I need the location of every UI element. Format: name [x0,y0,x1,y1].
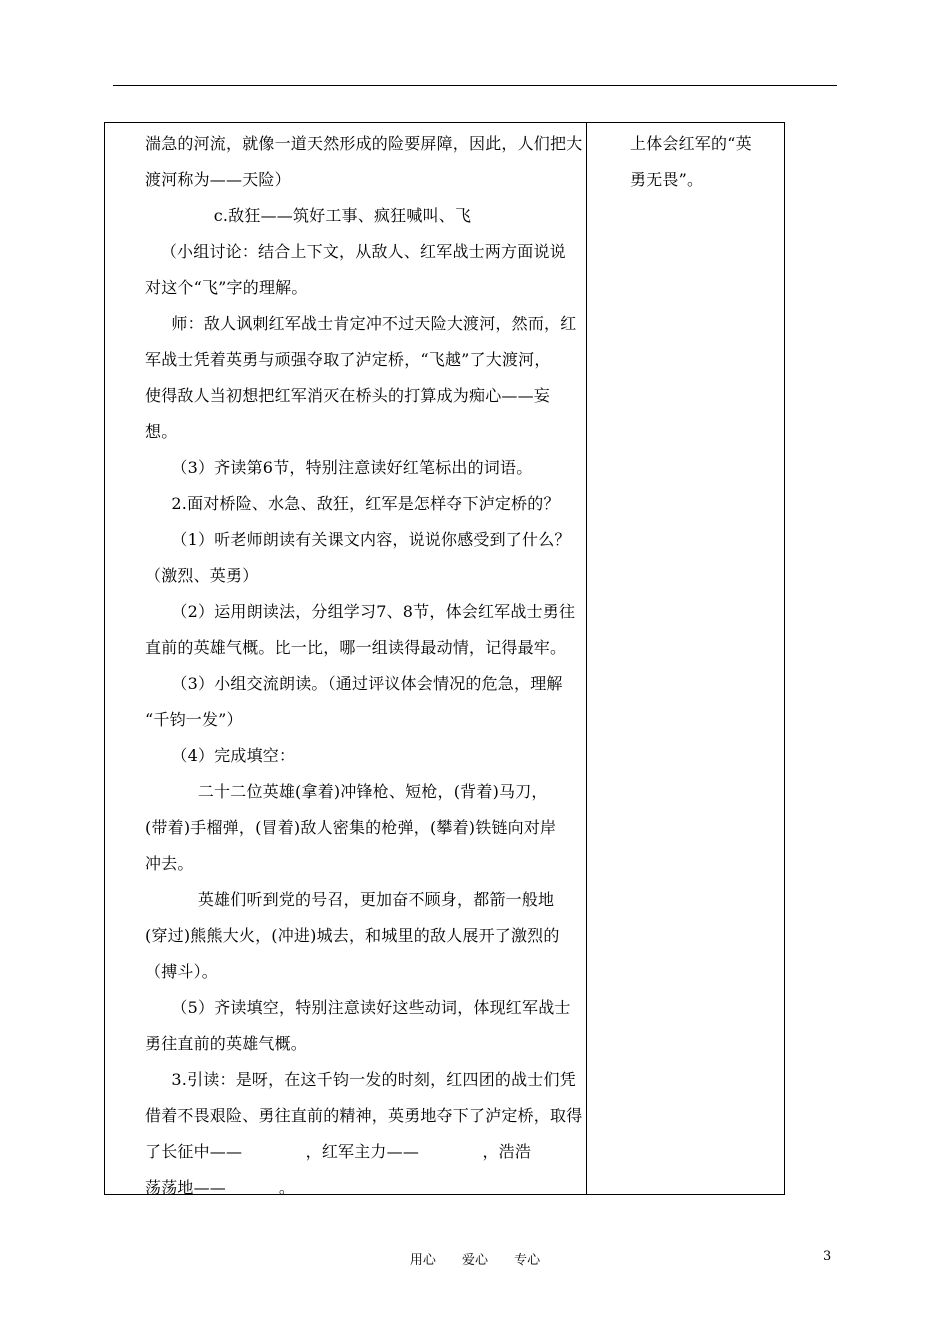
text-line: (穿过)熊熊大火，(冲进)城去，和城里的敌人展开了激烈的 [145,926,560,945]
text-line: 英雄们听到党的号召，更加奋不顾身，都箭一般地 [145,890,555,909]
design-intent-cell [630,126,778,198]
side-text-line: 勇无畏”。 [630,170,704,189]
teaching-process-cell [145,126,583,1206]
page-footer [0,1249,950,1268]
table-column-divider [586,122,587,1195]
text-line: 使得敌人当初想把红军消灭在桥头的打算成为痴心——妄 [145,386,551,405]
text-line: （搏斗）。 [145,962,219,981]
header-rule [113,85,837,86]
text-line: 勇往直前的英雄气概。 [145,1034,308,1053]
text-line: 军战士凭着英勇与顽强夺取了泸定桥，“飞越”了大渡河， [145,350,551,369]
text-line: （1）听老师朗读有关课文内容，说说你感受到了什么？ [145,530,571,549]
text-line: 湍急的河流，就像一道天然形成的险要屏障，因此，人们把大 [145,134,583,153]
text-line: （4）完成填空： [145,746,296,765]
text-line: （激烈、英勇） [145,566,259,585]
text-line: 想。 [145,422,178,441]
text-line: 借着不畏艰险、勇往直前的精神，英勇地夺下了泸定桥，取得 [145,1106,583,1125]
footer-word: 用心 [409,1253,436,1268]
footer-word: 专心 [514,1253,541,1268]
text-line: 冲去。 [145,854,194,873]
text-line: 了长征中—— ，红军主力—— ，浩浩 [145,1142,532,1161]
text-line: c.敌狂——筑好工事、疯狂喊叫、飞 [145,206,472,225]
text-line: （3）齐读第6节，特别注意读好红笔标出的词语。 [145,458,533,477]
text-line: 荡荡地—— 。 [145,1178,296,1197]
text-line: 3.引读：是呀，在这千钧一发的时刻，红四团的战士们凭 [145,1070,576,1089]
text-line: 二十二位英雄(拿着)冲锋枪、短枪，(背着)马刀， [145,782,548,801]
footer-word: 爱心 [461,1253,488,1268]
text-line: （5）齐读填空，特别注意读好这些动词，体现红军战士 [145,998,571,1017]
text-line: 2.面对桥险、水急、敌狂，红军是怎样夺下泸定桥的？ [145,494,560,513]
text-line: 渡河称为——天险） [145,170,291,189]
text-line: 对这个“飞”字的理解。 [145,278,308,297]
text-line: （2）运用朗读法，分组学习7、8节，体会红军战士勇往 [145,602,576,621]
text-line: 师：敌人讽刺红军战士肯定冲不过天险大渡河，然而，红 [145,314,577,333]
side-text-line: 上体会红军的“英 [630,134,752,153]
page-number: 3 [823,1249,832,1264]
text-line: 直前的英雄气概。比一比，哪一组读得最动情，记得最牢。 [145,638,567,657]
text-line: (带着)手榴弹，(冒着)敌人密集的枪弹，(攀着)铁链向对岸 [145,818,557,837]
text-line: “千钧一发”） [145,710,243,729]
text-line: （3）小组交流朗读。（通过评议体会情况的危急，理解 [145,674,563,693]
text-line: （小组讨论：结合上下文，从敌人、红军战士两方面说说 [145,242,566,261]
